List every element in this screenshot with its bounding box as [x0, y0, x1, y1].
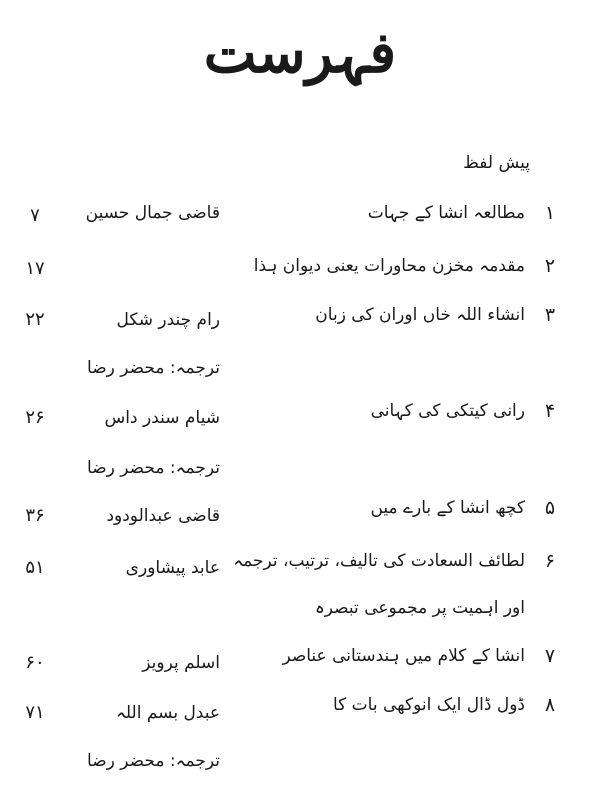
entry-title: رانی کیتکی کی کہانی [370, 401, 525, 421]
entry-translator: ترجمہ: محضر رضا [87, 458, 220, 478]
entry-title: مقدمہ مخزن محاورات یعنی دیوان ہذا [253, 256, 525, 276]
entry-translator: ترجمہ: محضر رضا [87, 751, 220, 771]
entry-title: ڈول ڈال ایک انوکھی بات کا [333, 695, 525, 715]
entry-translator: ترجمہ: محضر رضا [87, 358, 220, 378]
entry-number: ۷ [544, 645, 556, 667]
entry-page: ۶۰ [25, 652, 45, 673]
entry-author: قاضی عبدالودود [106, 506, 220, 526]
entry-page: ۲۶ [25, 407, 45, 428]
entry-page: ۳۶ [25, 505, 45, 526]
entry-page: ۱۷ [25, 258, 45, 279]
entry-title: مطالعہ انشا کے جہات [367, 203, 525, 223]
entry-title-continued: اور اہمیت پر مجموعی تبصرہ [314, 598, 525, 618]
entry-author: عبدل بسم اللہ [115, 703, 220, 723]
entry-author: قاضی جمال حسین [85, 203, 220, 223]
entry-title: کچھ انشا کے بارے میں [370, 498, 525, 518]
entry-author: شیام سندر داس [104, 408, 220, 428]
entry-page: ۷ [30, 205, 40, 226]
entry-author: اسلم پرویز [142, 653, 220, 673]
entry-page: ۵۱ [25, 557, 45, 578]
entry-number: ۸ [544, 694, 556, 716]
entry-page: ۷۱ [25, 702, 45, 723]
entry-author: عابد پیشاوری [125, 558, 220, 578]
page-title: فہرست [203, 20, 397, 86]
entry-number: ۶ [544, 550, 556, 572]
entry-number: ۲ [544, 255, 556, 277]
entry-title: انشا کے کلام میں ہندستانی عناصر [282, 646, 525, 666]
entry-number: ۵ [544, 497, 556, 519]
entry-number: ۳ [544, 304, 556, 326]
entry-author: رام چندر شکل [116, 310, 220, 330]
entry-page: ۲۲ [25, 309, 45, 330]
entry-title: لطائف السعادت کی تالیف، ترتیب، ترجمہ [233, 551, 525, 571]
preface-label: پیش لفظ [463, 153, 530, 173]
entry-title: انشاء اللہ خاں اوران کی زبان [315, 305, 525, 325]
entry-number: ۱ [544, 202, 556, 224]
entry-number: ۴ [544, 400, 556, 422]
